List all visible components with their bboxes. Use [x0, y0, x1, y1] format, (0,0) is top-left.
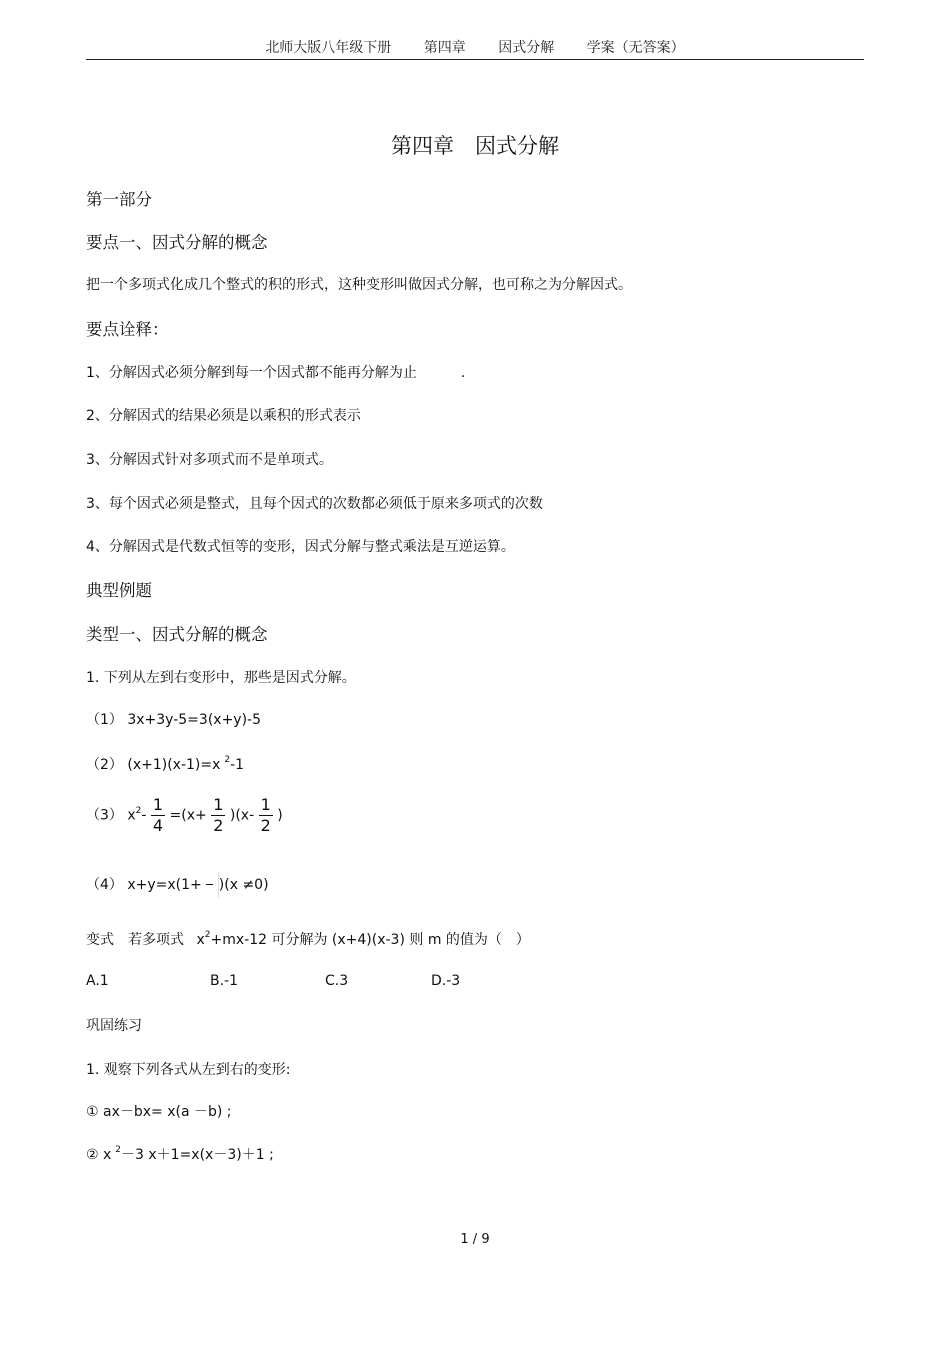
practice-expr-2	[86, 1144, 274, 1164]
note-item-1	[86, 362, 465, 382]
page-number: 1 / 9	[460, 1232, 490, 1247]
formula-2-exponent: 2	[224, 755, 231, 765]
fraction-one-half-a: $\frac{1}{2}$	[213, 795, 224, 835]
practice-expr-2-left: ② x	[86, 1147, 112, 1163]
formula-3-mid1: =(x+	[169, 807, 207, 824]
variant-exponent: 2	[204, 930, 211, 940]
formula-1: （1） 3x+3y-5=3(x+y)-5	[86, 712, 262, 728]
page-title: 第四章 因式分解	[391, 134, 559, 158]
variant-question	[86, 929, 530, 949]
point1-heading: 要点一、因式分解的概念	[86, 233, 268, 252]
practice-expr-2-right: －3 x＋1=x(x－3)＋1 ;	[121, 1147, 274, 1163]
header-topic: 因式分解	[498, 40, 555, 56]
variant-stem: 变式 若多项式	[86, 932, 184, 948]
formula-4-right: )(x ≠0)	[218, 877, 269, 893]
formula-3	[86, 795, 283, 836]
type1-heading: 类型一、因式分解的概念	[86, 625, 268, 644]
header-chapter: 第四章	[423, 40, 466, 56]
definition-text: 把一个多项式化成几个整式的积的形式，这种变形叫做因式分解，也可称之为分解因式。	[86, 277, 632, 293]
formula-2-left: （2） (x+1)(x-1)=x	[86, 757, 221, 773]
note-item-4: 3、每个因式必须是整式，且每个因式的次数都必须低于原来多项式的次数	[86, 496, 543, 512]
variant-x: x	[196, 932, 205, 948]
header-book: 北师大版八年级下册	[265, 40, 392, 56]
option-d: D.-3	[431, 973, 461, 989]
note-item-1-text: 1、分解因式必须分解到每一个因式都不能再分解为止	[86, 365, 417, 381]
practice-heading: 巩固练习	[86, 1018, 142, 1034]
formula-2	[86, 754, 244, 774]
note-item-5: 4、分解因式是代数式恒等的变形，因式分解与整式乘法是互逆运算。	[86, 539, 515, 555]
option-a: A.1	[86, 973, 109, 989]
header-type: 学案（无答案）	[586, 40, 685, 56]
formula-3-mid2: )(x-	[229, 807, 255, 824]
examples-heading: 典型例题	[86, 581, 152, 600]
practice-expr-2-exponent: 2	[115, 1145, 122, 1155]
header-rule	[86, 59, 864, 60]
practice-expr-1: ① ax－bx= x(a －b) ;	[86, 1104, 232, 1120]
option-b: B.-1	[210, 973, 239, 989]
formula-3-minus: -	[141, 807, 147, 824]
fraction-one-half-b: $\frac{1}{2}$	[260, 795, 271, 835]
formula-4	[86, 872, 269, 898]
formula-3-exponent: 2	[135, 805, 142, 816]
fraction-placeholder	[202, 872, 219, 898]
running-header	[0, 37, 950, 57]
note-item-3: 3、分解因式针对多项式而不是单项式。	[86, 452, 333, 468]
formula-3-label: （3） x	[86, 807, 136, 824]
practice-stem: 1. 观察下列各式从左到右的变形:	[86, 1062, 291, 1078]
formula-3-end: )	[277, 807, 283, 824]
question1-stem: 1. 下列从左到右变形中，那些是因式分解。	[86, 670, 356, 686]
part-heading: 第一部分	[86, 190, 152, 209]
option-c: C.3	[325, 973, 349, 989]
notes-heading: 要点诠释：	[86, 320, 169, 339]
formula-2-right: -1	[230, 757, 245, 773]
formula-4-left: （4） x+y=x(1+	[86, 877, 202, 893]
variant-rest: +mx-12 可分解为 (x+4)(x-3) 则 m 的值为（ ）	[210, 932, 530, 948]
note-item-1-tail: .	[460, 365, 466, 381]
note-item-2: 2、分解因式的结果必须是以乘积的形式表示	[86, 408, 361, 424]
fraction-one-quarter: $\frac{1}{4}$	[152, 795, 164, 835]
